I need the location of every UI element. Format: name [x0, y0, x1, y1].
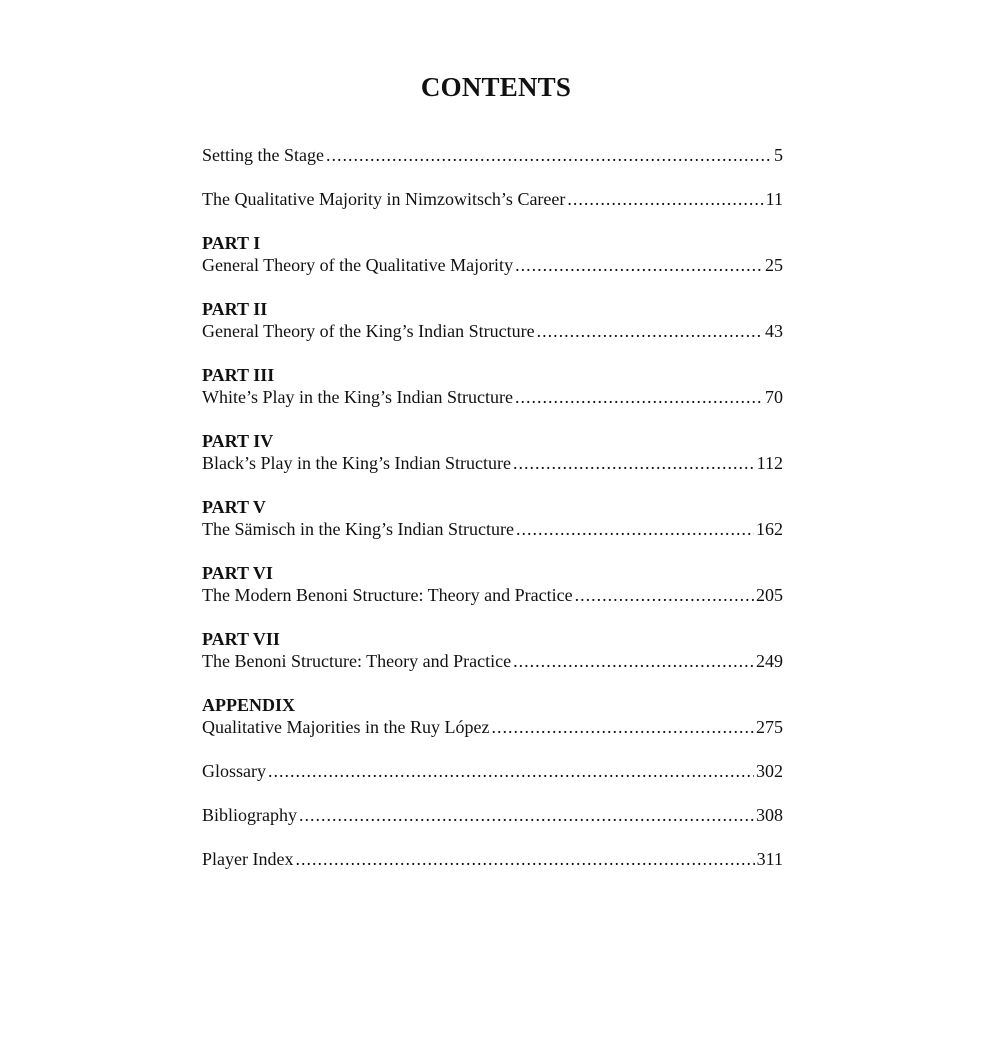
toc-entry — [202, 144, 783, 166]
page-title: CONTENTS — [420, 72, 572, 102]
toc-entry-title: Qualitative Majorities in the Ruy López — [202, 717, 490, 737]
dot-leader — [513, 452, 755, 474]
part-heading: PART VII — [202, 629, 280, 649]
toc-entry — [202, 430, 783, 474]
toc-entry-title: The Sämisch in the King’s Indian Structure — [202, 519, 514, 539]
toc-entry-title: Player Index — [202, 849, 294, 869]
toc-entry — [202, 628, 783, 672]
toc-entry-title: White’s Play in the King’s Indian Structure — [202, 387, 513, 407]
toc-line[interactable] — [202, 320, 783, 342]
toc-entry — [202, 496, 783, 540]
toc-line[interactable] — [202, 518, 783, 540]
toc-entry-title: Glossary — [202, 761, 266, 781]
toc-entry — [202, 760, 783, 782]
dot-leader — [567, 188, 763, 210]
part-heading: PART VI — [202, 563, 273, 583]
toc-line[interactable] — [202, 452, 783, 474]
toc-line[interactable] — [202, 584, 783, 606]
toc-page-number: 25 — [765, 255, 783, 275]
toc-page-number: 249 — [756, 651, 783, 671]
dot-leader — [515, 254, 763, 276]
toc-entry-title: The Qualitative Majority in Nimzowitsch’s Career — [202, 189, 566, 209]
toc-entry — [202, 562, 783, 606]
toc-page-number: 308 — [756, 805, 783, 825]
dot-leader — [513, 650, 754, 672]
toc-line[interactable] — [202, 254, 783, 276]
dot-leader — [299, 804, 754, 826]
toc-entry — [202, 298, 783, 342]
dot-leader — [575, 584, 754, 606]
toc-entry — [202, 364, 783, 408]
part-heading: PART III — [202, 365, 275, 385]
toc-entry — [202, 804, 783, 826]
toc-page-number: 112 — [756, 453, 783, 473]
table-of-contents — [202, 144, 783, 892]
toc-entry — [202, 232, 783, 276]
toc-line[interactable] — [202, 804, 783, 826]
toc-line[interactable] — [202, 188, 783, 210]
toc-page-number: 70 — [765, 387, 783, 407]
toc-entry-title: Setting the Stage — [202, 145, 324, 165]
toc-entry — [202, 188, 783, 210]
dot-leader — [537, 320, 763, 342]
part-heading: PART IV — [202, 431, 274, 451]
toc-page-number: 43 — [765, 321, 783, 341]
part-heading: PART V — [202, 497, 266, 517]
dot-leader — [516, 518, 754, 540]
toc-line[interactable] — [202, 760, 783, 782]
part-heading: PART I — [202, 233, 261, 253]
toc-entry-title: General Theory of the King’s Indian Structure — [202, 321, 535, 341]
part-heading: APPENDIX — [202, 695, 295, 715]
toc-entry-title: The Benoni Structure: Theory and Practice — [202, 651, 512, 671]
part-heading: PART II — [202, 299, 268, 319]
toc-line[interactable] — [202, 386, 783, 408]
dot-leader — [268, 760, 754, 782]
toc-page-number: 162 — [756, 519, 783, 539]
toc-line[interactable] — [202, 144, 783, 166]
toc-page-number: 5 — [774, 145, 783, 165]
toc-line[interactable] — [202, 650, 783, 672]
toc-page-number: 275 — [756, 717, 783, 737]
toc-entry — [202, 694, 783, 738]
toc-page-number: 11 — [765, 189, 783, 209]
toc-entry-title: Black’s Play in the King’s Indian Structure — [202, 453, 511, 473]
toc-page-number: 311 — [756, 849, 783, 869]
toc-page-number: 205 — [756, 585, 783, 605]
toc-entry-title: General Theory of the Qualitative Majority — [202, 255, 514, 275]
toc-entry-title: The Modern Benoni Structure: Theory and Practice — [202, 585, 573, 605]
toc-page-number: 302 — [756, 761, 783, 781]
toc-line[interactable] — [202, 716, 783, 738]
toc-entry — [202, 848, 783, 870]
toc-line[interactable] — [202, 848, 783, 870]
dot-leader — [295, 848, 754, 870]
dot-leader — [515, 386, 763, 408]
dot-leader — [491, 716, 754, 738]
toc-entry-title: Bibliography — [202, 805, 297, 825]
dot-leader — [326, 144, 772, 166]
